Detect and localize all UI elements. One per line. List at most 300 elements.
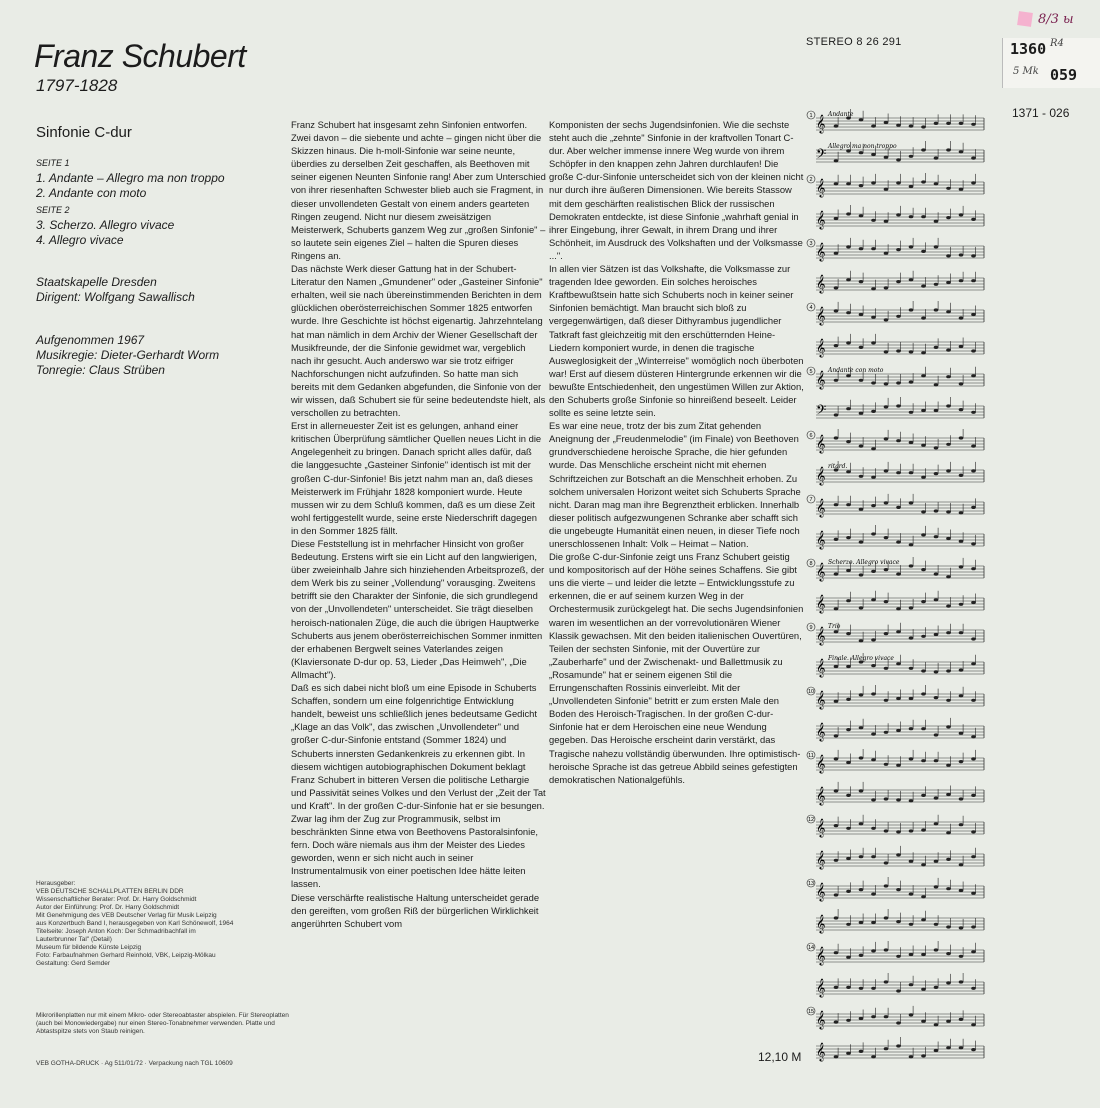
note-head bbox=[896, 248, 901, 251]
note-head bbox=[909, 381, 914, 384]
note-head bbox=[971, 855, 976, 858]
stamp-number: 059 bbox=[1050, 66, 1078, 84]
note-head bbox=[834, 436, 839, 439]
note-head bbox=[884, 829, 889, 832]
note-head bbox=[909, 564, 914, 567]
music-staff bbox=[816, 718, 984, 742]
music-staff bbox=[807, 1006, 984, 1030]
note-head bbox=[846, 245, 851, 248]
note-head bbox=[896, 798, 901, 801]
music-staff bbox=[816, 591, 984, 614]
note-head bbox=[971, 157, 976, 160]
tempo-marking: Allegro ma non troppo bbox=[828, 143, 897, 150]
note-head bbox=[859, 184, 864, 187]
note-head bbox=[909, 308, 914, 311]
clef-icon: 𝄞 bbox=[816, 210, 826, 229]
clef-icon: 𝄞 bbox=[816, 338, 826, 357]
music-staff bbox=[807, 238, 984, 262]
work-title: Sinfonie C-dur bbox=[36, 124, 132, 141]
note-head bbox=[884, 501, 889, 504]
example-number: 15 bbox=[807, 1009, 815, 1015]
note-head bbox=[871, 219, 876, 222]
note-head bbox=[909, 667, 914, 670]
note-head bbox=[846, 761, 851, 764]
note-head bbox=[946, 793, 951, 796]
note-head bbox=[959, 694, 964, 697]
note-head bbox=[859, 412, 864, 415]
clef-icon: 𝄞 bbox=[816, 914, 826, 933]
tempo-marking: ritard. bbox=[828, 463, 848, 470]
note-head bbox=[871, 287, 876, 290]
clef-icon: 𝄞 bbox=[816, 946, 826, 965]
recording-info bbox=[36, 333, 219, 378]
note-head bbox=[884, 405, 889, 408]
note-head bbox=[934, 1049, 939, 1052]
note-head bbox=[934, 670, 939, 673]
note-head bbox=[921, 444, 926, 447]
note-head bbox=[909, 727, 914, 730]
note-head bbox=[946, 254, 951, 257]
note-head bbox=[909, 278, 914, 281]
note-head bbox=[871, 410, 876, 413]
note-head bbox=[946, 510, 951, 513]
side-1-label: SEITE 1 bbox=[36, 158, 70, 168]
note-head bbox=[971, 181, 976, 184]
note-head bbox=[909, 606, 914, 609]
note-head bbox=[884, 763, 889, 766]
print-line: VEB GOTHA-DRUCK · Ag 511/01/72 · Verpackung nach TGL 10609 bbox=[36, 1060, 233, 1067]
note-head bbox=[959, 926, 964, 929]
clef-icon: 𝄢 bbox=[816, 402, 827, 421]
note-head bbox=[871, 1015, 876, 1018]
note-head bbox=[946, 375, 951, 378]
note-head bbox=[871, 921, 876, 924]
note-head bbox=[971, 601, 976, 604]
note-head bbox=[896, 888, 901, 891]
note-head bbox=[959, 408, 964, 411]
note-head bbox=[921, 918, 926, 921]
note-head bbox=[946, 148, 951, 151]
example-number: 11 bbox=[808, 753, 814, 759]
note-head bbox=[971, 411, 976, 414]
note-head bbox=[884, 600, 889, 603]
note-head bbox=[884, 469, 889, 472]
tempo-marking: Trio bbox=[828, 623, 841, 630]
note-head bbox=[921, 285, 926, 288]
note-head bbox=[934, 472, 939, 475]
essay-paragraph: In allen vier Sätzen ist das Volkshafte, die Volksmasse zur tragenden Idee geworden. Ein solches heroisches Kraftbewußtsein hatte sich Schuberts noch in keiner seiner Sinfonien bemächtigt. Man braucht sich bloß zu vergegenwärtigen, daß dieser Dithyrambus jugendlicher Tatkraft fast gleichzeitig mit den erschütternden Heine-Liedern komponiert wurde, in denen die tragische Ausweglosigkeit der „Winterreise" womöglich noch überboten war! Erst auf diesem düsteren Hintergrunde erkennen wir die bewußte Entschiedenheit, den ungestümen Willen zur Aktion, den Schuberts große Sinfonie so hinreißend beseelt. Leider sollte es seine letzte sein. bbox=[549, 263, 804, 419]
note-head bbox=[859, 247, 864, 250]
note-head bbox=[896, 989, 901, 992]
essay-paragraph: Das nächste Werk dieser Gattung hat in der Schubert-Literatur den Namen „Gmundener" oder „Gasteiner Sinfonie" erhalten, weil sie nach übereinstimmenden Berichten in dem glücklichen oberösterreichischen Sommer 1825 entworfen wurde. Ihre Geschichte ist höchst eigenartig. Jahrzehntelang hat man nämlich in dem Archiv der Wiener Gesellschaft der Musikfreunde, der die Sinfonie gewidmet war, vergeblich nach ihr gesucht. Auch anderswo war sie trotz eifriger Nachforschungen nicht aufzufinden. So hatte man sich bereits mit dem Gedanken abgefunden, die Sinfonie von der wir wissen, daß Schubert sie für seine bedeutendste hielt, als verschollen zu betrachten. bbox=[291, 263, 546, 419]
note-head bbox=[921, 895, 926, 898]
music-staff bbox=[807, 685, 984, 710]
note-head bbox=[909, 953, 914, 956]
credit-line: Wissenschaftlicher Berater: Prof. Dr. Harry Goldschmidt bbox=[36, 896, 197, 903]
clef-icon: 𝄞 bbox=[816, 434, 826, 453]
clef-icon: 𝄞 bbox=[816, 466, 826, 485]
note-head bbox=[909, 860, 914, 863]
note-head bbox=[859, 606, 864, 609]
note-head bbox=[946, 443, 951, 446]
note-head bbox=[846, 1052, 851, 1055]
note-head bbox=[884, 568, 889, 571]
note-head bbox=[834, 309, 839, 312]
note-head bbox=[934, 509, 939, 512]
recording-year: Aufgenommen 1967 bbox=[36, 333, 145, 347]
note-head bbox=[871, 598, 876, 601]
music-staff bbox=[807, 877, 984, 902]
note-head bbox=[909, 185, 914, 188]
note-head bbox=[871, 798, 876, 801]
note-head bbox=[896, 1044, 901, 1047]
note-head bbox=[871, 125, 876, 128]
music-staff bbox=[816, 1037, 984, 1062]
note-head bbox=[871, 532, 876, 535]
note-head bbox=[946, 925, 951, 928]
note-head bbox=[934, 220, 939, 223]
note-head bbox=[871, 447, 876, 450]
note-head bbox=[934, 122, 939, 125]
note-head bbox=[921, 863, 926, 866]
note-head bbox=[846, 857, 851, 860]
note-head bbox=[834, 125, 839, 128]
music-direction: Musikregie: Dieter-Gerhardt Worm bbox=[36, 348, 220, 362]
note-head bbox=[846, 212, 851, 215]
music-staff bbox=[816, 846, 984, 870]
track-item: 1. Andante – Allegro ma non troppo bbox=[36, 171, 225, 185]
note-head bbox=[884, 797, 889, 800]
note-head bbox=[884, 121, 889, 124]
note-head bbox=[871, 1055, 876, 1058]
credit-line: Mit Genehmigung des VEB Deutscher Verlag für Musik Leipzig bbox=[36, 912, 217, 919]
essay-paragraph: Erst in allerneuester Zeit ist es gelungen, anhand einer kritischen Überprüfung sämtlicher Quellen neues Licht in die Angelegenheit zu bringen. Danach spricht alles dafür, daß die langgesuchte „Gasteiner Sinfonie" identisch ist mit der großen C-dur-Sinfonie! Bis jetzt nahm man an, daß dieses Meisterwerk im Frühjahr 1828 komponiert wurde. Heute mussen wir zu dem Schluß kommen, daß es um diese Zeit wohl fertiggestellt wurde, seine erste Niederschrift dagegen in den Sommer 1825 fällt. bbox=[291, 420, 542, 536]
note-head bbox=[834, 734, 839, 737]
note-head bbox=[859, 954, 864, 957]
clef-icon: 𝄞 bbox=[816, 882, 826, 901]
credit-line: Museum für bildende Künste Leipzig bbox=[36, 944, 142, 951]
music-staff bbox=[816, 525, 984, 550]
note-head bbox=[934, 409, 939, 412]
note-head bbox=[959, 253, 964, 256]
note-head bbox=[946, 952, 951, 955]
note-head bbox=[946, 216, 951, 219]
example-number: 12 bbox=[807, 817, 815, 823]
note-head bbox=[971, 892, 976, 895]
note-head bbox=[884, 220, 889, 223]
note-head bbox=[946, 764, 951, 767]
note-head bbox=[884, 884, 889, 887]
note-head bbox=[896, 853, 901, 856]
note-head bbox=[971, 950, 976, 953]
note-head bbox=[934, 759, 939, 762]
note-head bbox=[884, 286, 889, 289]
note-head bbox=[834, 986, 839, 989]
clef-icon: 𝄞 bbox=[816, 754, 826, 773]
note-head bbox=[946, 404, 951, 407]
note-head bbox=[971, 925, 976, 928]
note-head bbox=[834, 916, 839, 919]
note-head bbox=[971, 794, 976, 797]
credit-line: Titelseite: Joseph Anton Koch: Der Schmadribachfall im bbox=[36, 928, 196, 935]
clef-icon: 𝄞 bbox=[816, 562, 826, 581]
note-head bbox=[971, 123, 976, 126]
note-head bbox=[934, 923, 939, 926]
note-head bbox=[934, 633, 939, 636]
note-head bbox=[959, 345, 964, 348]
clef-icon: 𝄞 bbox=[816, 242, 826, 261]
note-head bbox=[896, 124, 901, 127]
note-head bbox=[971, 662, 976, 665]
note-head bbox=[859, 346, 864, 349]
note-head bbox=[834, 252, 839, 255]
note-head bbox=[896, 315, 901, 318]
note-head bbox=[921, 727, 926, 730]
note-head bbox=[846, 374, 851, 377]
note-head bbox=[921, 148, 926, 151]
example-number: 2 bbox=[809, 177, 813, 183]
note-head bbox=[909, 215, 914, 218]
note-head bbox=[921, 180, 926, 183]
note-head bbox=[959, 797, 964, 800]
note-head bbox=[909, 983, 914, 986]
music-staff bbox=[807, 623, 984, 646]
note-head bbox=[859, 693, 864, 696]
note-head bbox=[884, 699, 889, 702]
note-head bbox=[921, 125, 926, 128]
note-head bbox=[846, 278, 851, 281]
note-head bbox=[871, 949, 876, 952]
note-head bbox=[859, 639, 864, 642]
clef-icon: 𝄞 bbox=[816, 818, 826, 837]
note-head bbox=[946, 281, 951, 284]
credit-line: Foto: Farbaufnahmen Gerhard Reinhold, VBK, Leipzig-Mölkau bbox=[36, 952, 216, 959]
note-head bbox=[921, 692, 926, 695]
note-head bbox=[834, 286, 839, 289]
note-head bbox=[971, 1048, 976, 1051]
note-head bbox=[959, 760, 964, 763]
note-head bbox=[871, 316, 876, 319]
clef-icon: 𝄞 bbox=[816, 1010, 826, 1029]
note-head bbox=[909, 501, 914, 504]
music-staff bbox=[816, 271, 984, 294]
stereo-catalog-number: STEREO 8 26 291 bbox=[806, 36, 902, 48]
note-head bbox=[921, 317, 926, 320]
note-head bbox=[871, 987, 876, 990]
note-head bbox=[946, 1020, 951, 1023]
note-head bbox=[934, 860, 939, 863]
credit-line: aus Konzertbuch Band I, herausgegeben von Karl Schönewolf, 1964 bbox=[36, 920, 234, 927]
note-head bbox=[959, 565, 964, 568]
note-head bbox=[859, 475, 864, 478]
note-head bbox=[946, 887, 951, 890]
playback-note: Mikrorillenplatten nur mit einem Mikro- oder Stereoabtaster abspielen. Für Stereoplatten (auch bei Monowiedergabe) nur einen Stereo-Tonabnehmer verwenden. Platte und Abtastspitze stets von Staub reinigen. bbox=[36, 1012, 289, 1035]
note-head bbox=[959, 732, 964, 735]
music-staff bbox=[816, 653, 984, 678]
note-head bbox=[934, 1023, 939, 1026]
note-head bbox=[946, 831, 951, 834]
note-head bbox=[946, 187, 951, 190]
note-head bbox=[896, 729, 901, 732]
music-staff bbox=[816, 461, 984, 486]
note-head bbox=[834, 700, 839, 703]
note-head bbox=[859, 573, 864, 576]
note-head bbox=[871, 570, 876, 573]
note-head bbox=[909, 543, 914, 546]
example-number: 5 bbox=[809, 369, 813, 375]
note-head bbox=[846, 728, 851, 731]
note-head bbox=[959, 669, 964, 672]
note-head bbox=[884, 350, 889, 353]
note-head bbox=[946, 669, 951, 672]
note-head bbox=[921, 351, 926, 354]
clef-icon: 𝄞 bbox=[816, 370, 826, 389]
note-head bbox=[859, 151, 864, 154]
note-head bbox=[859, 508, 864, 511]
note-head bbox=[971, 830, 976, 833]
note-head bbox=[921, 1054, 926, 1057]
note-head bbox=[959, 279, 964, 282]
note-head bbox=[834, 379, 839, 382]
note-head bbox=[909, 471, 914, 474]
note-head bbox=[959, 603, 964, 606]
note-head bbox=[921, 988, 926, 991]
music-staff bbox=[807, 173, 984, 198]
note-head bbox=[896, 213, 901, 216]
clef-icon: 𝄞 bbox=[816, 274, 826, 293]
note-head bbox=[921, 1020, 926, 1023]
note-head bbox=[971, 735, 976, 738]
note-head bbox=[909, 697, 914, 700]
note-head bbox=[859, 987, 864, 990]
note-head bbox=[846, 536, 851, 539]
conductor: Dirigent: Wolfgang Sawallisch bbox=[36, 290, 195, 304]
note-head bbox=[859, 445, 864, 448]
note-head bbox=[971, 987, 976, 990]
note-head bbox=[859, 756, 864, 759]
note-head bbox=[959, 980, 964, 983]
track-item: 2. Andante con moto bbox=[36, 186, 147, 200]
music-staff bbox=[807, 815, 984, 838]
note-head bbox=[896, 955, 901, 958]
note-head bbox=[846, 890, 851, 893]
note-head bbox=[971, 506, 976, 509]
note-head bbox=[846, 407, 851, 410]
essay-column-1 bbox=[291, 118, 546, 1073]
example-number: 9 bbox=[809, 625, 813, 631]
clef-icon: 𝄞 bbox=[816, 690, 826, 709]
note-head bbox=[834, 859, 839, 862]
note-head bbox=[834, 413, 839, 416]
note-head bbox=[859, 855, 864, 858]
note-head bbox=[921, 829, 926, 832]
essay-column-2 bbox=[549, 118, 804, 918]
example-number: 6 bbox=[809, 433, 813, 439]
note-head bbox=[896, 404, 901, 407]
credit-line: Autor der Einführung: Prof. Dr. Harry Goldschmidt bbox=[36, 904, 180, 911]
note-head bbox=[971, 757, 976, 760]
essay-paragraph: Es war eine neue, trotz der bis zum Zitat gehenden Aneignung der „Freudenmelodie" (im Finale) von Beethoven grundverschiedene heroische Sprache, die hier gefunden wurde. Das Menschliche erscheint nicht mit ehernen Schriftzeichen zur Botschaft an die Menschheit erhoben. Zu solchem universalen Horizont weitet sich Schuberts Sprache nicht. Daran mag man ihre Begrenztheit erblicken. Innerhalb dieser politisch aufgezwungenen Schranke aber schafft sich die ungebeugte Humanität einen neuen, in dieser Tiefe noch unerschlossenen Inhalt: Volk – Heimat – Nation. bbox=[549, 420, 801, 549]
note-head bbox=[846, 794, 851, 797]
composer-years: 1797-1828 bbox=[36, 76, 118, 95]
note-head bbox=[946, 1046, 951, 1049]
note-head bbox=[884, 916, 889, 919]
note-head bbox=[871, 476, 876, 479]
note-head bbox=[934, 283, 939, 286]
note-head bbox=[859, 726, 864, 729]
note-head bbox=[896, 764, 901, 767]
note-head bbox=[959, 188, 964, 191]
note-head bbox=[884, 948, 889, 951]
note-head bbox=[934, 157, 939, 160]
music-staff bbox=[816, 782, 984, 806]
credit-line: Herausgeber: bbox=[36, 880, 76, 887]
music-staff bbox=[807, 429, 984, 454]
note-head bbox=[946, 349, 951, 352]
example-number: 7 bbox=[809, 497, 813, 503]
note-head bbox=[871, 733, 876, 736]
pink-sticker bbox=[1017, 11, 1033, 27]
note-head bbox=[884, 1015, 889, 1018]
note-head bbox=[971, 637, 976, 640]
note-head bbox=[896, 541, 901, 544]
clef-icon: 𝄞 bbox=[816, 978, 826, 997]
clef-icon: 𝄞 bbox=[816, 722, 826, 741]
example-number: 8 bbox=[809, 561, 813, 567]
note-head bbox=[871, 341, 876, 344]
note-head bbox=[909, 799, 914, 802]
note-head bbox=[834, 1021, 839, 1024]
note-head bbox=[971, 699, 976, 702]
note-head bbox=[859, 379, 864, 382]
track-list bbox=[36, 154, 225, 248]
clef-icon: 𝄞 bbox=[816, 786, 826, 805]
note-head bbox=[909, 155, 914, 158]
note-head bbox=[859, 1050, 864, 1053]
clef-icon: 𝄞 bbox=[816, 850, 826, 869]
clef-icon: 𝄞 bbox=[816, 498, 826, 517]
note-head bbox=[884, 318, 889, 321]
note-head bbox=[871, 381, 876, 384]
note-head bbox=[959, 1018, 964, 1021]
note-head bbox=[834, 630, 839, 633]
note-head bbox=[859, 921, 864, 924]
note-head bbox=[971, 279, 976, 282]
note-head bbox=[846, 986, 851, 989]
note-head bbox=[834, 824, 839, 827]
note-head bbox=[871, 692, 876, 695]
note-head bbox=[909, 893, 914, 896]
note-head bbox=[909, 923, 914, 926]
note-head bbox=[959, 889, 964, 892]
note-head bbox=[934, 986, 939, 989]
note-head bbox=[934, 733, 939, 736]
clef-icon: 𝄞 bbox=[816, 306, 826, 325]
note-head bbox=[921, 215, 926, 218]
note-head bbox=[871, 827, 876, 830]
note-head bbox=[971, 313, 976, 316]
example-number: 10 bbox=[807, 689, 815, 695]
note-head bbox=[834, 573, 839, 576]
example-number: 14 bbox=[807, 945, 815, 951]
note-head bbox=[834, 538, 839, 541]
note-head bbox=[859, 280, 864, 283]
note-head bbox=[959, 122, 964, 125]
catalog-code: 1371 - 026 bbox=[1012, 106, 1070, 120]
note-head bbox=[896, 506, 901, 509]
note-head bbox=[934, 383, 939, 386]
handwritten-price: 5 Mk bbox=[1013, 66, 1039, 77]
